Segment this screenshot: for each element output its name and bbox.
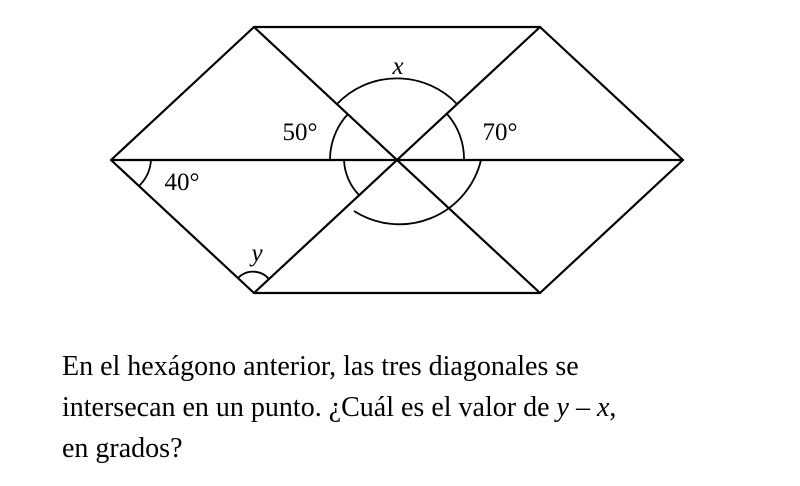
label-angle-40: 40°: [164, 169, 200, 196]
question-var-y: y: [556, 392, 569, 423]
angle-arc-bottom-large: [354, 160, 481, 224]
question-var-x: x: [596, 392, 610, 423]
angle-arc-bottom-small: [344, 160, 360, 196]
angle-arc-40: [139, 160, 151, 186]
label-angle-70: 70°: [482, 119, 518, 146]
question-line-3: en grados?: [62, 433, 183, 464]
angle-arc-y: [238, 272, 269, 279]
angle-arc-50: [330, 114, 348, 160]
question-line-1: En el hexágono anterior, las tres diagonales se: [62, 351, 579, 382]
label-angle-50: 50°: [282, 119, 318, 146]
question-line-2-text: intersecan en un punto. ¿Cuál es el valor de: [62, 392, 557, 423]
label-y: y: [251, 240, 263, 267]
label-x: x: [392, 53, 404, 80]
angle-arc-x: [337, 78, 457, 104]
angle-arc-70: [447, 114, 464, 160]
question-text: [62, 346, 782, 469]
question-line-2: [62, 387, 782, 428]
question-comma: ,: [609, 392, 617, 423]
question-minus: –: [568, 392, 597, 423]
